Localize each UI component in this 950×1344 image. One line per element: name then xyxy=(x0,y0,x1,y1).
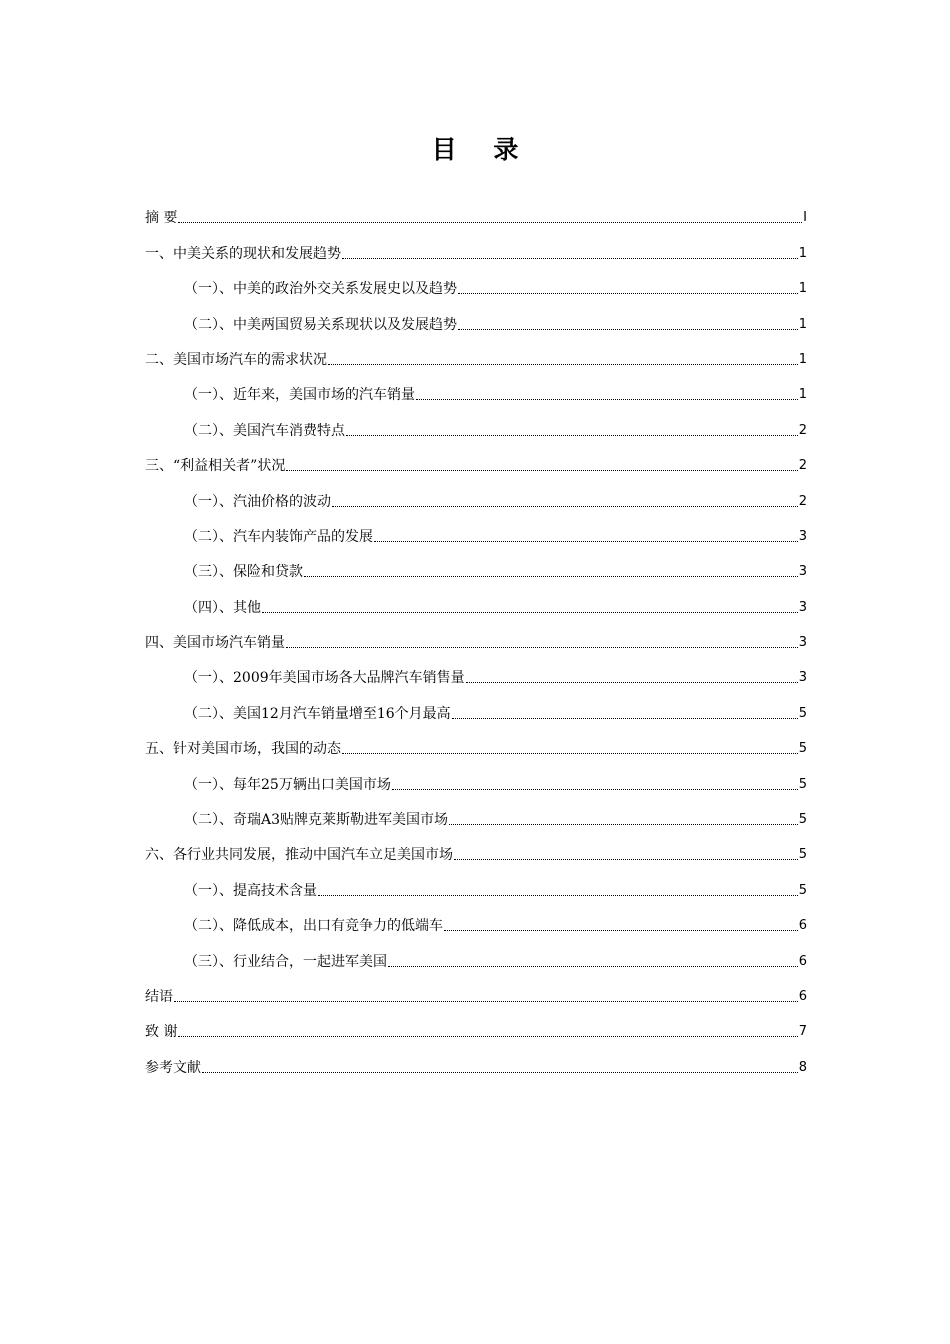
toc-entry-label: （一）、每年25万辆出口美国市场 xyxy=(184,776,391,793)
toc-dot-leader xyxy=(449,824,798,825)
toc-dot-leader xyxy=(174,1001,798,1002)
toc-dot-leader xyxy=(178,222,802,223)
toc-entry-label: （二）、中美两国贸易关系现状以及发展趋势 xyxy=(184,316,457,333)
toc-entry[interactable] xyxy=(145,375,807,410)
toc-entry-label: （四）、其他 xyxy=(184,599,261,616)
toc-entry[interactable] xyxy=(145,764,807,799)
toc-dot-leader xyxy=(452,718,798,719)
toc-entry[interactable] xyxy=(145,587,807,622)
toc-dot-leader xyxy=(416,399,798,400)
toc-entry[interactable] xyxy=(145,906,807,941)
toc-entry[interactable] xyxy=(145,481,807,516)
toc-page-number: 2 xyxy=(798,493,807,509)
toc-entry[interactable] xyxy=(145,1012,807,1047)
toc-page-number: 3 xyxy=(798,564,807,580)
toc-dot-leader xyxy=(454,859,798,860)
toc-entry-label: （二）、美国汽车消费特点 xyxy=(184,422,345,439)
toc-page-number: 3 xyxy=(798,635,807,651)
toc-page-number: 8 xyxy=(798,1059,807,1075)
toc-entry-label: （二）、美国12月汽车销量增至16个月最高 xyxy=(184,705,451,722)
toc-page-number: 5 xyxy=(798,705,807,721)
toc-entry-label: 三、“利益相关者”状况 xyxy=(145,458,286,475)
toc-page-number: 6 xyxy=(798,953,807,969)
toc-entry[interactable] xyxy=(145,835,807,870)
toc-entry-label: （二）、汽车内装饰产品的发展 xyxy=(184,528,373,545)
toc-page-number: 2 xyxy=(798,422,807,438)
toc-entry[interactable] xyxy=(145,658,807,693)
toc-entry-label: （一）、中美的政治外交关系发展史以及趋势 xyxy=(184,281,457,298)
toc-entry-label: 六、各行业共同发展，推动中国汽车立足美国市场 xyxy=(145,847,453,864)
toc-page-number: 5 xyxy=(798,741,807,757)
toc-dot-leader xyxy=(342,258,798,259)
toc-page-number: 5 xyxy=(798,847,807,863)
toc-entry-label: 一、中美关系的现状和发展趋势 xyxy=(145,245,341,262)
toc-page-number: 7 xyxy=(798,1024,807,1040)
toc-entry[interactable] xyxy=(145,977,807,1012)
toc-entry-label: （一）、近年来，美国市场的汽车销量 xyxy=(184,387,415,404)
toc-entry[interactable] xyxy=(145,304,807,339)
toc-entry-label: （二）、降低成本，出口有竞争力的低端车 xyxy=(184,918,443,935)
toc-dot-leader xyxy=(374,541,798,542)
toc-dot-leader xyxy=(458,293,798,294)
toc-entry-label: （三）、行业结合，一起进军美国 xyxy=(184,953,387,970)
toc-dot-leader xyxy=(392,789,798,790)
toc-dot-leader xyxy=(178,1036,797,1037)
toc-dot-leader xyxy=(444,930,798,931)
toc-entry[interactable] xyxy=(145,410,807,445)
toc-dot-leader xyxy=(346,435,798,436)
toc-entry-label: 摘 要 xyxy=(145,210,178,227)
toc-entry[interactable] xyxy=(145,446,807,481)
toc-dot-leader xyxy=(342,753,798,754)
toc-page-number: 3 xyxy=(798,670,807,686)
toc-entry-label: （二）、奇瑞A3贴牌克莱斯勒进军美国市场 xyxy=(184,812,449,829)
toc-entry-label: （一）、2009年美国市场各大品牌汽车销售量 xyxy=(184,670,465,687)
toc-entry-label: （三）、保险和贷款 xyxy=(184,564,303,581)
toc-entry-label: （一）、汽油价格的波动 xyxy=(184,493,331,510)
toc-entry[interactable] xyxy=(145,552,807,587)
toc-entry[interactable] xyxy=(145,198,807,233)
toc-dot-leader xyxy=(388,966,798,967)
toc-dot-leader xyxy=(332,506,798,507)
toc-page-number: 2 xyxy=(798,458,807,474)
toc-dot-leader xyxy=(318,895,798,896)
toc-page-number: I xyxy=(803,210,807,226)
toc-entry[interactable] xyxy=(145,870,807,905)
toc-page-number: 3 xyxy=(798,528,807,544)
toc-entry[interactable] xyxy=(145,800,807,835)
toc-dot-leader xyxy=(262,612,798,613)
toc-page-number: 3 xyxy=(798,599,807,615)
toc-dot-leader xyxy=(286,647,798,648)
toc-dot-leader xyxy=(466,682,798,683)
toc-page-number: 1 xyxy=(798,245,807,261)
toc-entry[interactable] xyxy=(145,517,807,552)
toc-entry[interactable] xyxy=(145,941,807,976)
toc-page-number: 5 xyxy=(798,812,807,828)
toc-page-number: 1 xyxy=(798,351,807,367)
toc-entry-label: 致 谢 xyxy=(145,1024,178,1041)
toc-dot-leader xyxy=(304,576,798,577)
toc-dot-leader xyxy=(458,329,798,330)
toc-entry[interactable] xyxy=(145,233,807,268)
toc-dot-leader xyxy=(202,1072,798,1073)
toc-entry[interactable] xyxy=(145,693,807,728)
toc-entry[interactable] xyxy=(145,269,807,304)
toc-entry-label: 二、美国市场汽车的需求状况 xyxy=(145,351,327,368)
toc-list xyxy=(145,198,807,1083)
toc-entry-label: （一）、提高技术含量 xyxy=(184,882,317,899)
toc-entry-label: 参考文献 xyxy=(145,1059,201,1076)
toc-title: 目 录 xyxy=(431,135,533,164)
toc-entry-label: 五、针对美国市场，我国的动态 xyxy=(145,741,341,758)
toc-entry-label: 四、美国市场汽车销量 xyxy=(145,635,285,652)
toc-entry[interactable] xyxy=(145,340,807,375)
toc-entry[interactable] xyxy=(145,623,807,658)
toc-page-number: 6 xyxy=(798,988,807,1004)
toc-dot-leader xyxy=(328,364,798,365)
toc-page-number: 1 xyxy=(798,387,807,403)
toc-page-number: 5 xyxy=(798,882,807,898)
toc-entry[interactable] xyxy=(145,729,807,764)
toc-entry-label: 结语 xyxy=(145,988,173,1005)
toc-page-number: 6 xyxy=(798,918,807,934)
toc-entry[interactable] xyxy=(145,1047,807,1082)
toc-page-number: 1 xyxy=(798,316,807,332)
toc-dot-leader xyxy=(286,470,797,471)
toc-page-number: 5 xyxy=(798,776,807,792)
toc-page-number: 1 xyxy=(798,281,807,297)
